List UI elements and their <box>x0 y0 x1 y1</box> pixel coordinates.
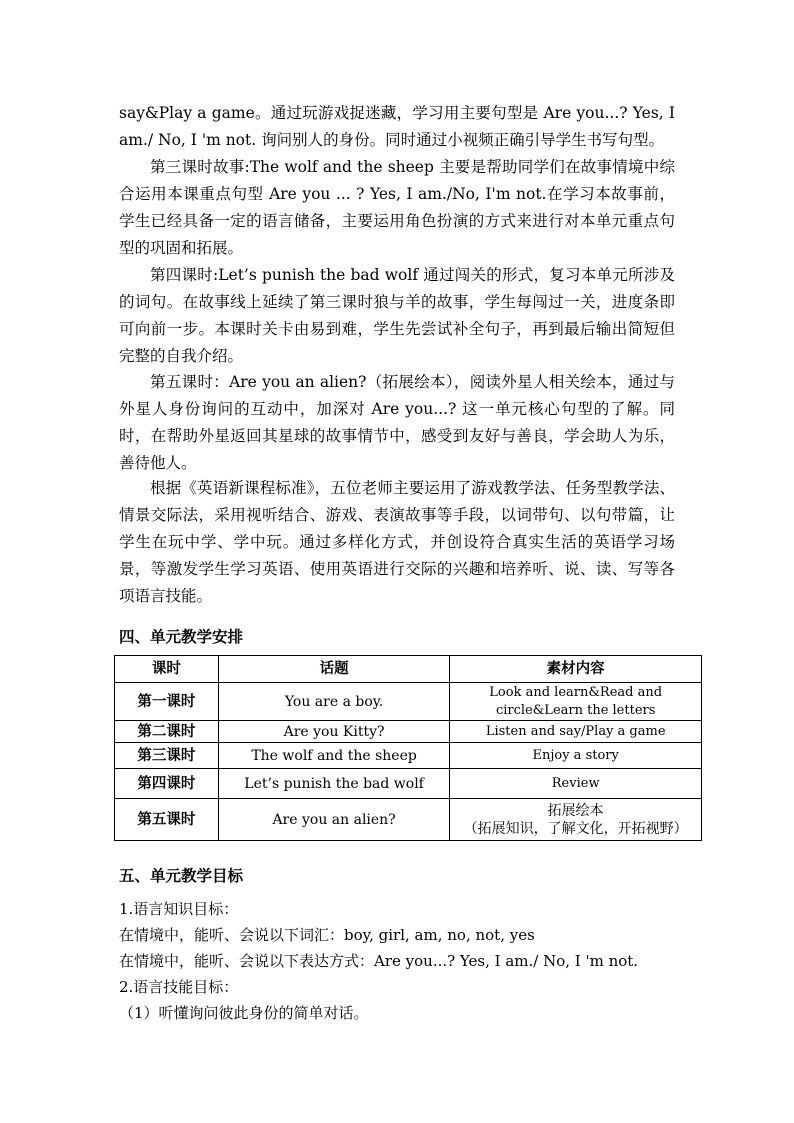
topic-cell: Let’s punish the bad wolf <box>218 769 450 799</box>
material-note: （拓展知识，了解文化，开拓视野） <box>463 820 688 837</box>
material-cell <box>450 799 702 841</box>
goal-line: 2.语言技能目标： <box>119 978 239 996</box>
table-row <box>115 721 702 743</box>
topic-cell: Are you an alien? <box>218 799 450 841</box>
paragraph-intro: say&Play a game。通过玩游戏捉迷藏，学习用主要句型是 Are you...? Yes, I am./ No, I 'm not. 询问别人的身份。同时通过小视频正确引导学生书写句型。 <box>119 104 675 149</box>
table-row <box>115 683 702 721</box>
paragraph-curriculum: 根据《英语新课程标准》，五位老师主要运用了游戏教学法、任务型教学法、情景交际法，采用视听结合、游戏、表演故事等手段，以词带句、以句带篇，让学生在玩中学、学中玩。通过多样化方式，并创设符合真实生活的英语学习场景，等激发学生学习英语、使用英语进行交际的兴趣和培养听、说、读、写等各项语言技能。 <box>119 479 675 605</box>
lesson-cell: 第三课时 <box>115 743 219 769</box>
table-row <box>115 743 702 769</box>
topic-cell: Are you Kitty? <box>218 721 450 743</box>
material-cell: Look and learn&Read and circle&Learn the letters <box>450 683 702 721</box>
paragraph-lesson-five: 第五课时：Are you an alien?（拓展绘本），阅读外星人相关绘本，通过与外星人身份询问的互动中，加深对 Are you...? 这一单元核心句型的了解。同时，在帮助外星返回其星球的故事情节中，感受到友好与善良，学会助人为乐，善待他人。 <box>119 373 675 472</box>
lesson-cell: 第四课时 <box>115 769 219 799</box>
topic-cell: You are a boy. <box>218 683 450 721</box>
material-title: 拓展绘本 <box>547 802 604 819</box>
goal-line: 1.语言知识目标： <box>119 900 239 918</box>
column-header-material: 素材内容 <box>450 656 702 683</box>
column-header-lesson: 课时 <box>115 656 219 683</box>
table-row <box>115 799 702 841</box>
lesson-cell: 第一课时 <box>115 683 219 721</box>
schedule-table <box>114 655 702 841</box>
goal-line: （1）听懂询问彼此身份的简单对话。 <box>119 1004 369 1022</box>
topic-cell: The wolf and the sheep <box>218 743 450 769</box>
table-row <box>115 769 702 799</box>
material-cell: Enjoy a story <box>450 743 702 769</box>
column-header-topic: 话题 <box>218 656 450 683</box>
lesson-cell: 第五课时 <box>115 799 219 841</box>
paragraph-lesson-three: 第三课时故事:The wolf and the sheep 主要是帮助同学们在故事情境中综合运用本课重点句型 Are you ... ? Yes, I am./No, I'm not.在学习本故事前，学生已经具备一定的语言储备，主要运用角色扮演的方式来进行对本单元重点句型的巩固和拓展。 <box>119 158 675 257</box>
material-cell: Listen and say/Play a game <box>450 721 702 743</box>
lesson-cell: 第二课时 <box>115 721 219 743</box>
section-heading-teaching-arrangement: 四、单元教学安排 <box>119 628 244 646</box>
goal-line: 在情境中，能听、会说以下词汇：boy, girl, am, no, not, yes <box>119 926 535 944</box>
goal-line: 在情境中，能听、会说以下表达方式：Are you...? Yes, I am./ No, I 'm not. <box>119 952 639 970</box>
table-header-row <box>115 656 702 683</box>
paragraph-lesson-four: 第四课时:Let’s punish the bad wolf 通过闯关的形式，复习本单元所涉及的词句。在故事线上延续了第三课时狼与羊的故事，学生每闯过一关，进度条即可向前一步。本课时关卡由易到难，学生先尝试补全句子，再到最后输出简短但完整的自我介绍。 <box>119 266 675 365</box>
material-cell: Review <box>450 769 702 799</box>
section-heading-teaching-goals: 五、单元教学目标 <box>119 867 244 885</box>
